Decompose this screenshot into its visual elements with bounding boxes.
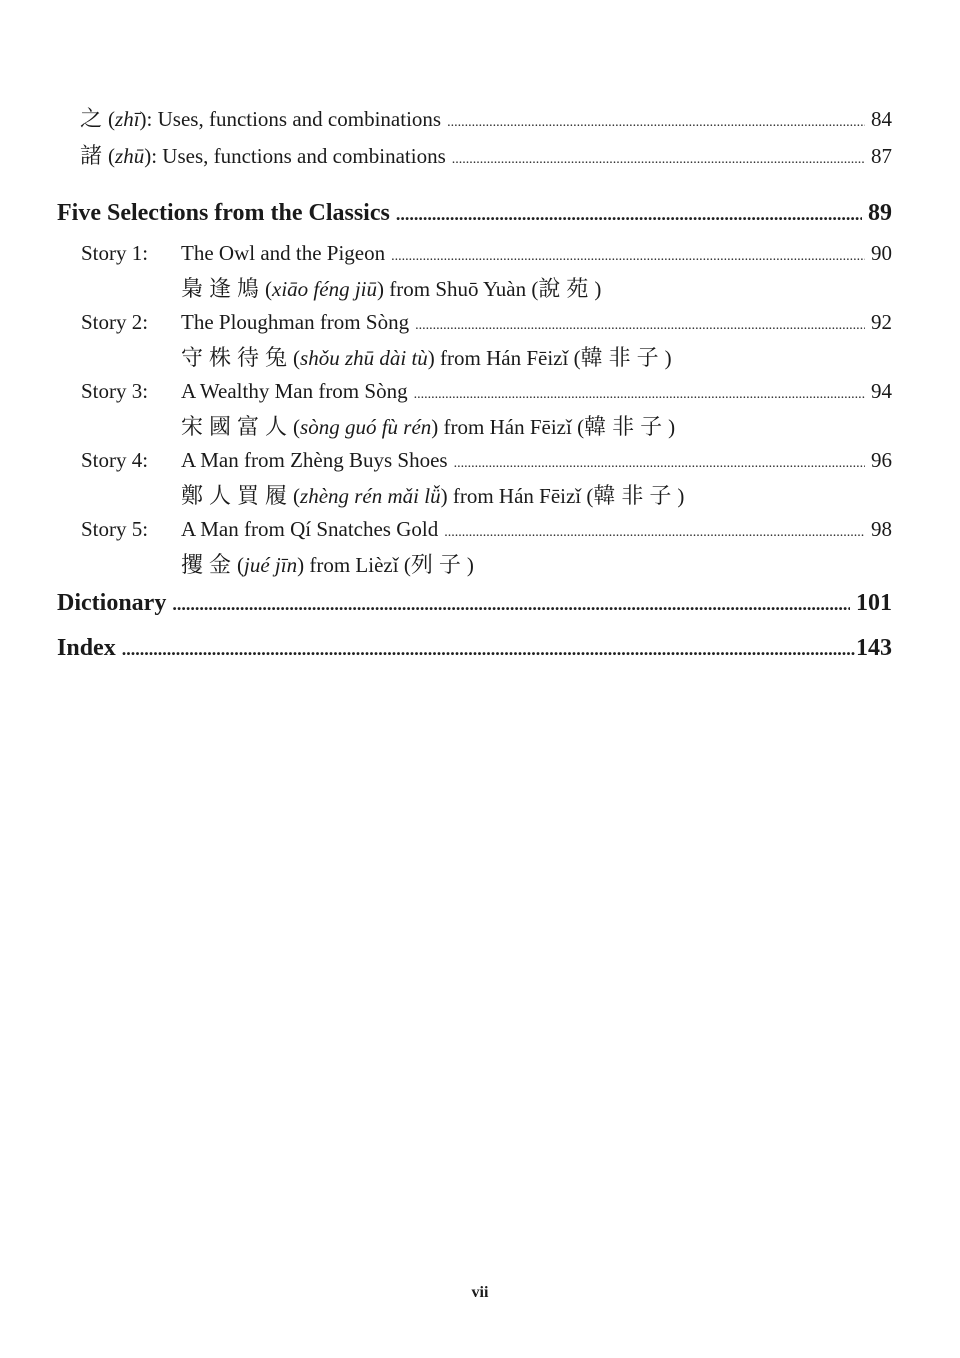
story-title: A Man from Qí Snatches Gold bbox=[181, 517, 439, 541]
source-chinese: 韓非子 bbox=[584, 415, 669, 440]
leader-dots bbox=[415, 318, 865, 334]
toc-story-5[interactable] bbox=[181, 517, 892, 542]
page-number: 96 bbox=[871, 448, 892, 472]
entry-title: : Uses, functions and combinations bbox=[146, 107, 442, 131]
story-title: The Ploughman from Sòng bbox=[181, 310, 410, 334]
story-detail: 梟逢鳩(xiāo féng jiū) from Shuō Yuàn (說苑) bbox=[181, 277, 602, 302]
leader-dots bbox=[447, 115, 865, 131]
entry-title: : Uses, functions and combinations bbox=[151, 144, 446, 168]
source-text: from Shuō Yuàn bbox=[384, 277, 532, 301]
pinyin: zhū bbox=[115, 144, 145, 168]
story-label: Story 3: bbox=[81, 379, 149, 403]
page-number: 90 bbox=[871, 241, 892, 265]
pinyin: jué jīn bbox=[244, 553, 298, 577]
leader-dots bbox=[391, 249, 865, 265]
toc-entry-zhu[interactable] bbox=[80, 139, 892, 170]
section-title: Index bbox=[57, 635, 116, 661]
chinese-title: 鄭人買履 bbox=[181, 484, 294, 509]
toc-entry-zhi[interactable] bbox=[80, 102, 892, 133]
source-text: from Hán Fēizǐ bbox=[447, 484, 587, 508]
chinese-title: 攫金 bbox=[181, 553, 238, 578]
leader-dots bbox=[122, 639, 856, 660]
source-chinese: 韓非子 bbox=[593, 484, 678, 509]
story-detail: 攫金(jué jīn) from Lièzǐ (列子) bbox=[181, 553, 474, 578]
leader-dots bbox=[414, 387, 865, 403]
chinese-title: 宋國富人 bbox=[181, 415, 294, 440]
toc-section-five-selections[interactable] bbox=[57, 200, 892, 227]
source-chinese: 說苑 bbox=[538, 277, 595, 302]
page-folio: vii bbox=[471, 1284, 489, 1301]
toc-section-dictionary[interactable] bbox=[57, 590, 892, 617]
page-number: 98 bbox=[871, 517, 892, 541]
story-detail: 守株待兔(shǒu zhū dài tù) from Hán Fēizǐ (韓非子) bbox=[181, 346, 672, 371]
pinyin: sòng guó fù rén bbox=[300, 415, 432, 439]
toc-story-3[interactable] bbox=[181, 379, 892, 404]
section-title: Dictionary bbox=[57, 590, 167, 616]
source-text: from Hán Fēizǐ bbox=[438, 415, 578, 439]
toc-story-1[interactable] bbox=[181, 241, 892, 266]
chinese-title: 守株待兔 bbox=[181, 346, 294, 371]
page-number: 143 bbox=[856, 635, 892, 661]
page-number: 84 bbox=[871, 107, 892, 131]
toc-section-index[interactable] bbox=[57, 635, 892, 662]
page-number: 89 bbox=[868, 200, 892, 226]
toc-entry-label: 諸(zhū): Uses, functions and combinations bbox=[80, 144, 446, 169]
story-title: A Wealthy Man from Sòng bbox=[181, 379, 408, 403]
chinese-char: 諸 bbox=[80, 144, 109, 169]
story-detail: 鄭人買履(zhèng rén mǎi lǚ) from Hán Fēizǐ (韓非子) bbox=[181, 484, 685, 509]
chinese-char: 之 bbox=[80, 107, 109, 132]
story-label: Story 4: bbox=[81, 448, 149, 472]
leader-dots bbox=[172, 594, 850, 615]
page-number: 101 bbox=[856, 590, 892, 616]
toc-entry-label: 之(zhī): Uses, functions and combinations bbox=[80, 107, 442, 132]
leader-dots bbox=[452, 152, 865, 168]
story-title: The Owl and the Pigeon bbox=[181, 241, 386, 265]
pinyin: zhèng rén mǎi lǚ bbox=[300, 484, 441, 508]
source-chinese: 列子 bbox=[410, 553, 467, 578]
chinese-title: 梟逢鳩 bbox=[181, 277, 266, 302]
leader-dots bbox=[396, 204, 862, 225]
toc-story-4[interactable] bbox=[181, 448, 892, 473]
story-detail: 宋國富人(sòng guó fù rén) from Hán Fēizǐ (韓非子) bbox=[181, 415, 676, 440]
pinyin: xiāo féng jiū bbox=[272, 277, 377, 301]
page-number: 92 bbox=[871, 310, 892, 334]
pinyin: zhī bbox=[115, 107, 140, 131]
story-title: A Man from Zhèng Buys Shoes bbox=[181, 448, 448, 472]
source-chinese: 韓非子 bbox=[580, 346, 665, 371]
page-number: 87 bbox=[871, 144, 892, 168]
source-text: from Lièzǐ bbox=[304, 553, 404, 577]
leader-dots bbox=[444, 525, 865, 541]
story-label: Story 1: bbox=[81, 241, 149, 265]
source-text: from Hán Fēizǐ bbox=[434, 346, 574, 370]
toc-story-2[interactable] bbox=[181, 310, 892, 335]
story-label: Story 5: bbox=[81, 517, 149, 541]
section-title: Five Selections from the Classics bbox=[57, 200, 390, 226]
leader-dots bbox=[454, 456, 865, 472]
story-label: Story 2: bbox=[81, 310, 149, 334]
page-number: 94 bbox=[871, 379, 892, 403]
pinyin: shǒu zhū dài tù bbox=[300, 346, 428, 370]
